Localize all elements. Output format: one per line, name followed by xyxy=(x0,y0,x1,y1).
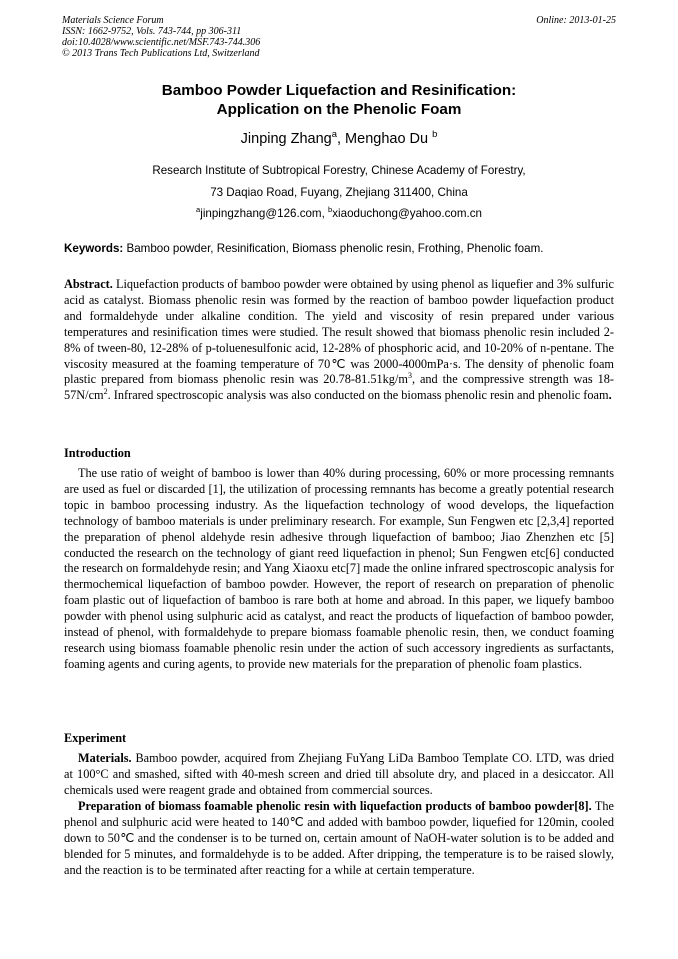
affiliation-line-2: 73 Daqiao Road, Fuyang, Zhejiang 311400, China xyxy=(210,186,468,199)
abstract-label: Abstract. xyxy=(64,277,113,291)
abstract-text: . Infrared spectroscopic analysis was also conducted on the biomass phenolic resin and phenolic foam xyxy=(107,388,609,403)
journal-name: Materials Science Forum xyxy=(62,15,164,26)
email-address: xiaoduchong@yahoo.com.cn xyxy=(332,207,482,220)
keywords-label: Keywords: xyxy=(64,242,124,255)
author-separator: , xyxy=(336,131,346,147)
abstract-superscript: 3 xyxy=(407,371,412,381)
abstract-text: Liquefaction products of bamboo powder were obtained by using phenol as liquefier and 3% sulfuric acid as catalyst. Biomass phenolic resin was formed by the reaction of bamboo powder liquefaction product and formaldehyde under alkaline condition. The yield and viscosity of resin prepared under various temperatures and resinification times were studied. The result showed that biomass phenolic resin included 2-8% of tween-80, 12-28% of p-toluenesulfonic acid, 12-28% of phosphoric acid, and 10-20% of n-pentane. The viscosity measured at the foaming temperature of 70℃ was 2000-4000mPa·s. The density of phenolic foam plastic prepared from biomass phenolic resin was 20.78-81.51kg/m xyxy=(64,277,614,387)
author-superscript: b xyxy=(432,128,438,140)
introduction-paragraph: The use ratio of weight of bamboo is lower than 40% during processing, 60% or more processing remnants are used as fuel or discarded [1], the utilization of processing remnants has become a greatly potential research topic in bamboo processing industry. As the liquefaction technology of wood develops, the liquefaction technology of bamboo materials is under preliminary research. For example, Sun Fengwen etc [2,3,4] reported the preparation of phenol aldehyde resin adhesive through liquefaction of bamboo; Jiao Zhenzhen etc [5] conducted the research on the technology of giant reed liquefaction in phenol; Sun Fengwen etc[6] conducted the research on formaldehyde resin; and Yang Xiaoxu etc[7] made the online infrared spectroscopic analysis for thermochemical liquefaction of bamboo powder. However, the report of research on preparation of phenolic foam plastic out of liquefaction of bamboo is rare both at home and abroad. In this paper, we liquefy bamboo powder with phenol using sulphuric acid as catalyst, and react the products of liquefaction of bamboo powder, instead of phenol, with formaldehyde to prepare biomass foamable phenolic resin, then, we conduct foaming research using biomass foamable phenolic resin under the action of such accessory ingredients as surfactants, foaming agents and curing agents, to provide new materials for the preparation of phenolic foam plastics. xyxy=(64,466,614,671)
preparation-text: The phenol and sulphuric acid were heated to 140℃ and added with bamboo powder, liquefied for 120min, cooled down to 50℃ and the condenser is to be turned on, certain amount of NaOH-water solution is to be added and blended for 5 minutes, and formaldehyde is to be added. After dripping, the temperature is to be raised slowly, and the reaction is to be terminated after reacting for a while at certain temperature. xyxy=(64,799,614,877)
online-date: Online: 2013-01-25 xyxy=(536,15,616,26)
keywords xyxy=(64,242,624,255)
paper-title-line-1: Bamboo Powder Liquefaction and Resinification: xyxy=(161,82,517,99)
doi-line: doi:10.4028/www.scientific.net/MSF.743-744.306 xyxy=(62,37,261,48)
copyright-line: © 2013 Trans Tech Publications Ltd, Switzerland xyxy=(62,48,260,59)
materials-text: Bamboo powder, acquired from Zhejiang FuYang LiDa Bamboo Template CO. LTD, was dried at 100°C and smashed, sifted with 40-mesh screen and dried till absolute dry, and placed in a desiccator. All chemicals used were reagent grade and obtained from commercial sources. xyxy=(64,751,614,797)
author-emails xyxy=(0,207,678,220)
affiliation-line-1: Research Institute of Subtropical Forestry, Chinese Academy of Forestry, xyxy=(152,164,526,177)
materials-paragraph xyxy=(64,751,614,799)
author-superscript: a xyxy=(331,128,337,140)
keywords-text: Bamboo powder, Resinification, Biomass phenolic resin, Frothing, Phenolic foam. xyxy=(123,242,544,255)
paper-title-line-2: Application on the Phenolic Foam xyxy=(216,101,462,118)
abstract-paragraph xyxy=(64,277,614,404)
author-list xyxy=(0,128,678,147)
abstract-end: . xyxy=(608,388,612,403)
email-address: jinpingzhang@126.com, xyxy=(200,207,329,220)
email-superscript: b xyxy=(328,205,333,215)
introduction-heading: Introduction xyxy=(64,446,131,460)
abstract-text: , and the compressive strength was 18-57N/cm xyxy=(64,372,614,403)
preparation-paragraph xyxy=(64,799,614,879)
experiment-heading: Experiment xyxy=(64,731,127,745)
author-name: Jinping Zhang xyxy=(240,131,332,147)
abstract-superscript: 2 xyxy=(103,387,108,397)
preparation-label: Preparation of biomass foamable phenolic resin with liquefaction products of bamboo powder[8]. xyxy=(78,799,592,813)
author-name: Menghao Du xyxy=(345,131,433,147)
issn-line: ISSN: 1662-9752, Vols. 743-744, pp 306-311 xyxy=(62,26,242,37)
email-superscript: a xyxy=(196,205,201,215)
materials-label: Materials. xyxy=(78,751,132,765)
journal-header xyxy=(62,15,618,59)
